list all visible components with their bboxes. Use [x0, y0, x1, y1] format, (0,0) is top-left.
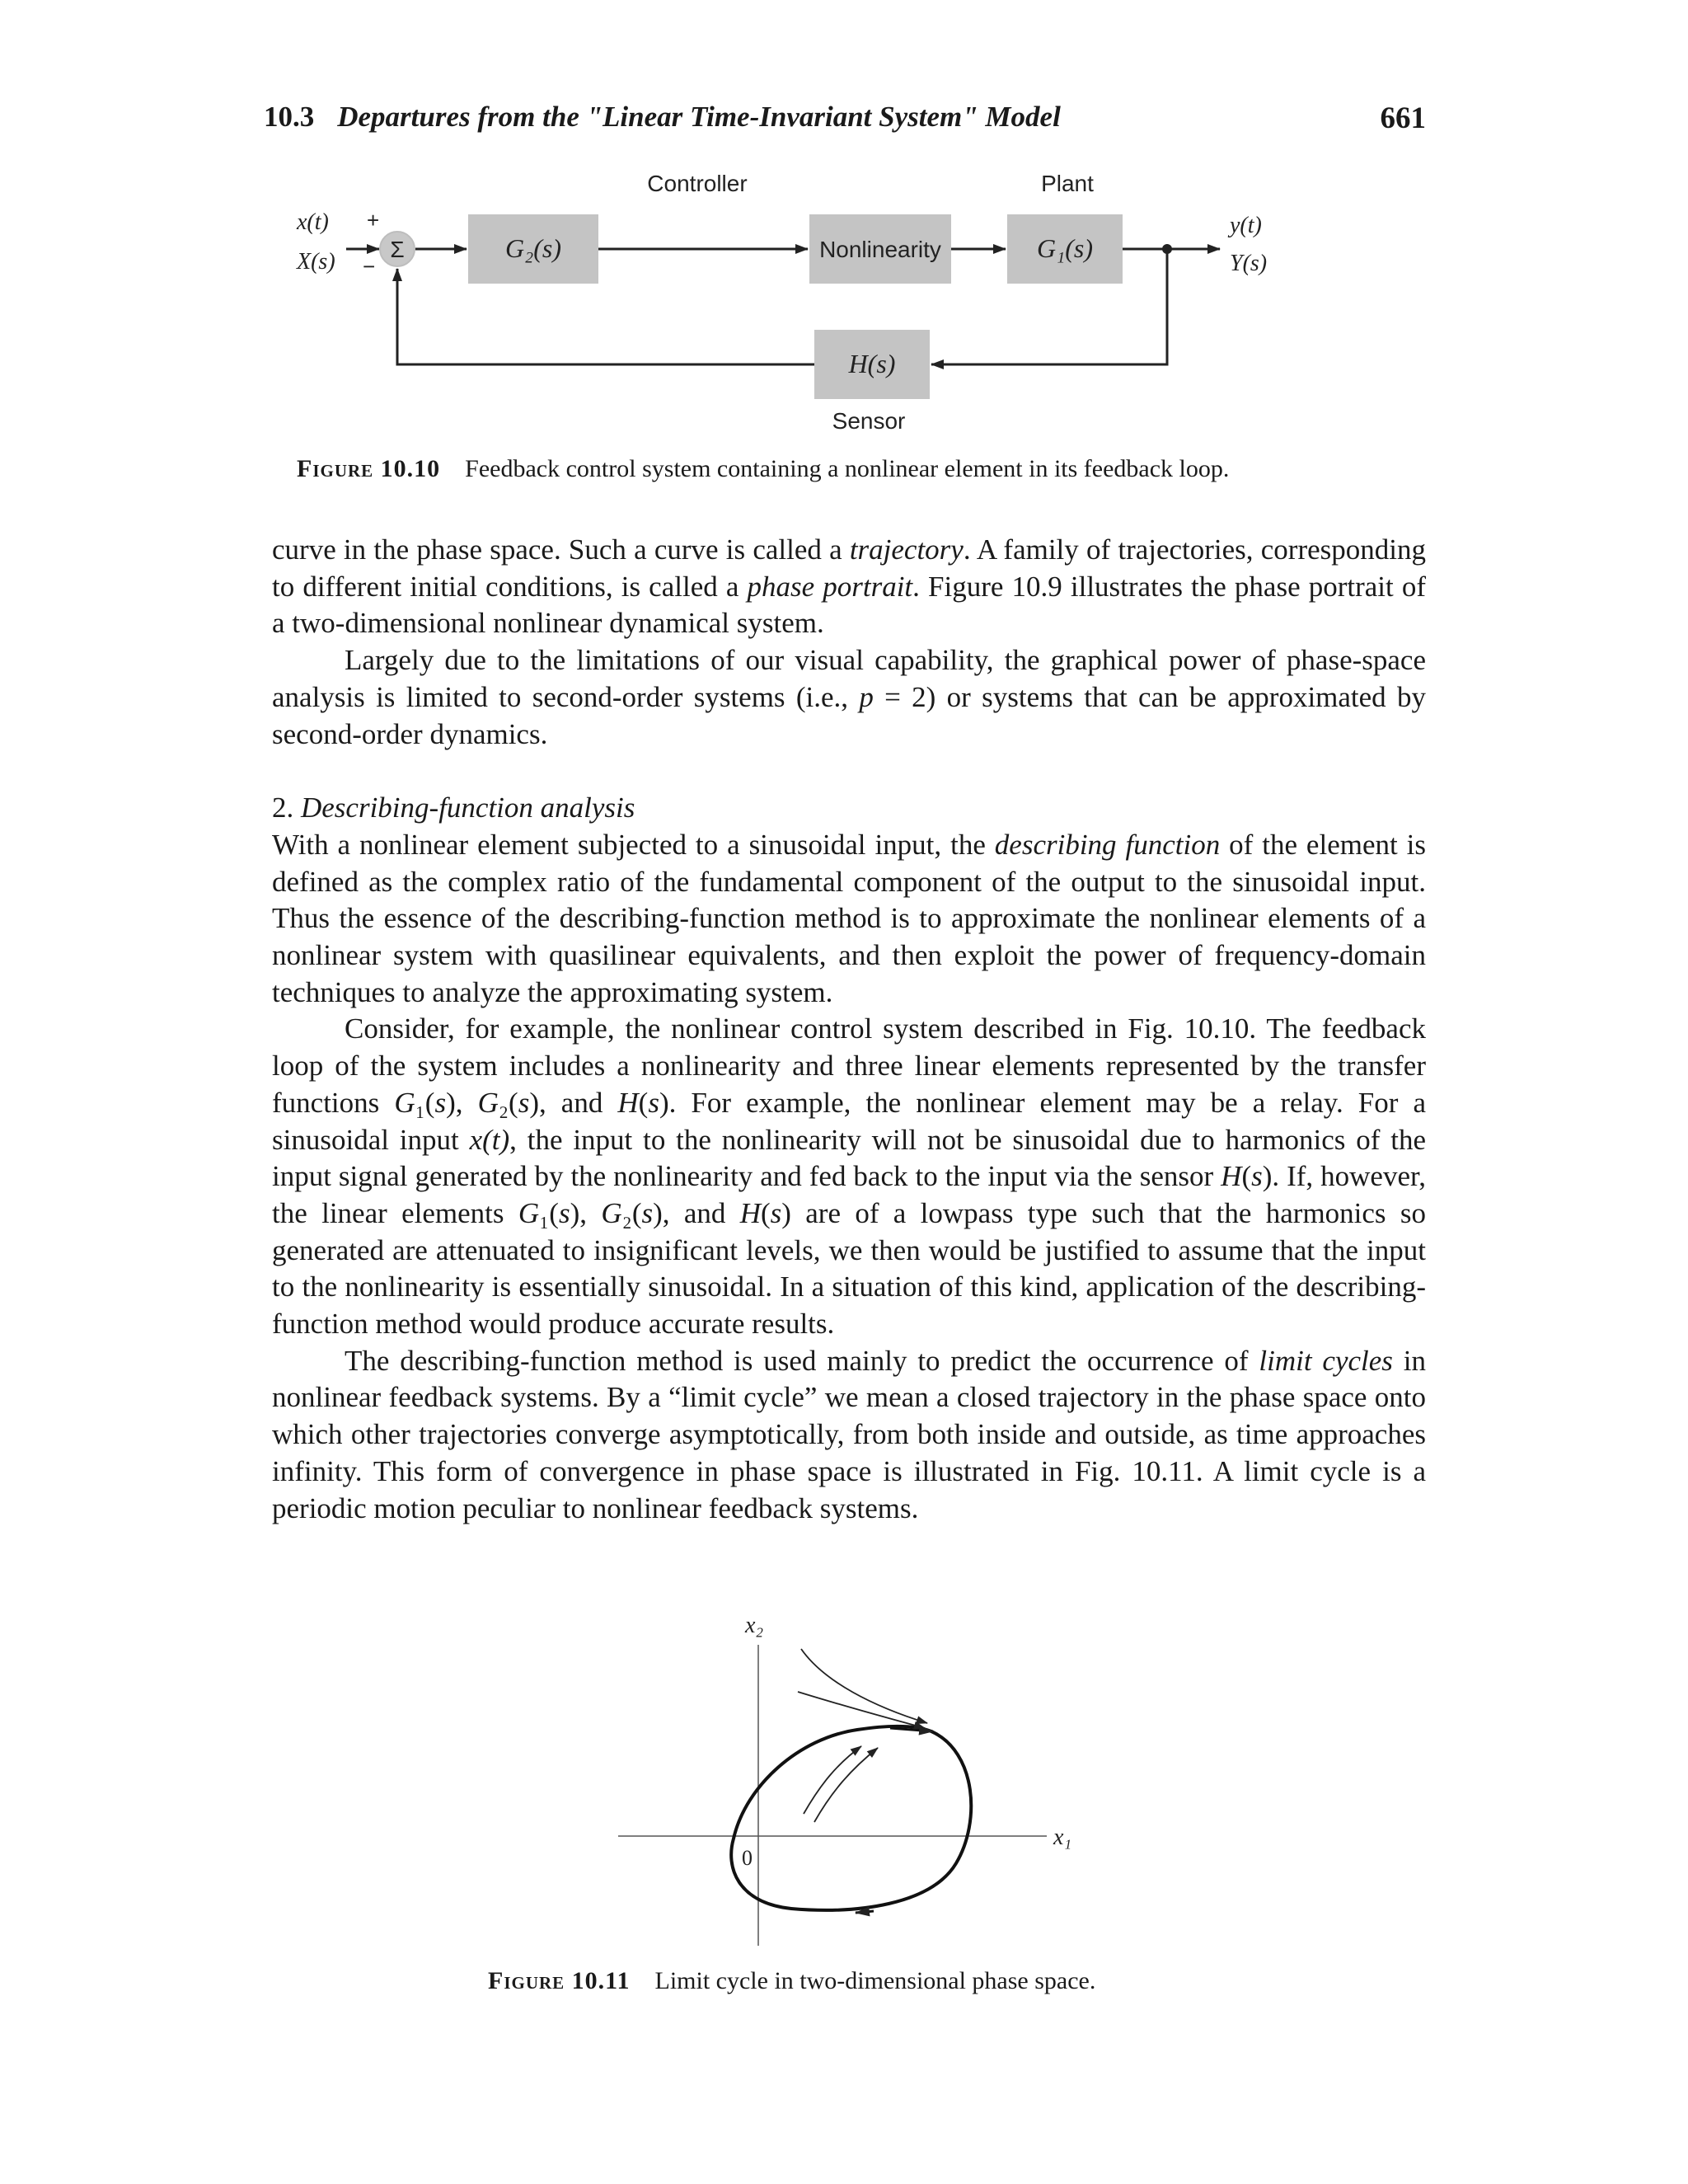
output-time-label: y(t): [1230, 213, 1262, 238]
italic-run: phase portrait: [747, 570, 913, 603]
italic-run: G: [601, 1196, 622, 1229]
italic-run: H: [1221, 1160, 1242, 1193]
italic-run: s: [770, 1196, 782, 1229]
figure-10-10-caption-text: Feedback control system containing a nonlinear element in its feedback loop.: [465, 455, 1230, 482]
text-run: ), and: [529, 1086, 618, 1119]
header-left: [264, 101, 1061, 134]
paragraph-example-system: [272, 1011, 1426, 1342]
text-run: ₂(: [621, 1196, 642, 1229]
italic-run: s: [641, 1196, 654, 1229]
italic-run: trajectory: [849, 533, 964, 566]
italic-run: p: [859, 680, 874, 713]
heading-number: 2.: [272, 791, 301, 824]
paragraph-phase-space-limits: [272, 642, 1426, 753]
italic-run: G: [477, 1086, 499, 1119]
section-heading: [272, 790, 1426, 827]
output-freq-label: Y(s): [1230, 251, 1268, 276]
body-text: [272, 532, 1426, 1527]
running-header: [264, 101, 1426, 142]
text-run: of the element is defined as the complex ratio of the fundamental component of the output to the sinusoidal input. Thus the essence of the describing-function method is to approximate the nonlinear elements of a nonlinear system with quasilinear equivalents, and then exploit the power of frequency-domain techniques to analyze the approximating system.: [272, 828, 1426, 1008]
plant-label: Plant: [1041, 171, 1094, 196]
text-run: (: [761, 1196, 771, 1229]
cycle-arrow-bottom: [856, 1911, 874, 1913]
text-run: ) are of a lowpass type such that the harmonics so generated are attenuated to insignificant levels, we then would be justified to assume that the input to the nonlinearity is essentially sinusoidal. In a situation of this kind, application of the describing-function method would produce accurate results.: [272, 1196, 1426, 1341]
italic-run: s: [518, 1086, 530, 1119]
x2-axis-label: x₂: [745, 1613, 764, 1638]
italic-run: limit cycles: [1259, 1344, 1393, 1377]
sensor-label: Sensor: [832, 408, 906, 434]
italic-run: s: [648, 1086, 659, 1119]
italic-run: H: [617, 1086, 639, 1119]
text-run: curve in the phase space. Such a curve is called a: [272, 533, 850, 566]
figure-10-10-block-diagram: [264, 165, 1426, 445]
trajectory-inside-1: [804, 1746, 861, 1814]
figure-10-11-caption-label: Figure 10.11: [488, 1967, 631, 1994]
text-run: Consider, for example, the nonlinear control system described in Fig. 10.10. The feedback loop of the system includes a nonlinearity and three linear elements represented by the transfer functions: [272, 1012, 1426, 1119]
figure-10-10-caption-label: Figure 10.10: [297, 455, 441, 482]
text-run: = 2) or systems that can be approximated by second-order dynamics.: [272, 680, 1426, 750]
section-number: 10.3: [264, 101, 315, 133]
input-freq-label: X(s): [297, 249, 335, 275]
text-run: ). For example, the nonlinear element may be a relay. For a sinusoidal input: [272, 1086, 1427, 1156]
italic-run: s: [434, 1086, 447, 1119]
text-run: ), and: [653, 1196, 740, 1229]
italic-run: G: [518, 1196, 540, 1229]
text-run: ),: [570, 1196, 602, 1229]
text-run: The describing-function method is used mainly to predict the occurrence of: [345, 1344, 1259, 1377]
g1-block-label: G₁(s): [1037, 233, 1093, 263]
text-run: , the input to the nonlinearity will not be sinusoidal due to harmonics of the input signal generated by the nonlinearity and fed back to the input via the sensor: [272, 1123, 1426, 1193]
text-run: in nonlinear feedback systems. By a “limit cycle” we mean a closed trajectory in the phase space onto which other trajectories converge asymptotically, from both inside and outside, as time approaches infinity. This form of convergence in phase space is illustrated in Fig. 10.11. A limit cycle is a periodic motion peculiar to nonlinear feedback systems.: [272, 1344, 1426, 1524]
nonlinearity-block-label: Nonlinearity: [819, 237, 941, 262]
text-run: ₂(: [498, 1086, 518, 1119]
text-run: . Figure 10.9 illustrates the phase portrait of a two-dimensional nonlinear dynamical system.: [272, 570, 1426, 640]
paragraph-describing-function: [272, 827, 1426, 1012]
feedback-left-line: [397, 269, 814, 364]
page-number: 661: [1380, 101, 1426, 135]
italic-run: s: [1251, 1160, 1263, 1193]
figure-10-11-limit-cycle: [610, 1599, 1071, 1954]
text-run: With a nonlinear element subjected to a sinusoidal input, the: [272, 828, 995, 861]
g2-block-label: G₂(s): [505, 233, 561, 263]
italic-run: describing function: [994, 828, 1221, 861]
controller-label: Controller: [647, 171, 748, 196]
text-run: ),: [446, 1086, 478, 1119]
text-run: . A family of trajectories, corresponding to different initial conditions, is called a: [272, 533, 1426, 603]
text-run: (: [638, 1086, 649, 1119]
section-title: Departures from the "Linear Time-Invariant System" Model: [337, 101, 1061, 133]
minus-sign: −: [363, 254, 376, 279]
figure-10-11-caption: [488, 1967, 1312, 1995]
italic-run: H: [739, 1196, 761, 1229]
italic-run: G: [394, 1086, 415, 1119]
figure-10-11-caption-text: Limit cycle in two-dimensional phase space.: [654, 1967, 1096, 1994]
text-run: Largely due to the limitations of our visual capability, the graphical power of phase-space analysis is limited to second-order systems (i.e.,: [272, 644, 1426, 713]
text-run: (: [1241, 1160, 1252, 1193]
x1-axis-label: x₁: [1053, 1825, 1071, 1850]
origin-label: 0: [742, 1846, 753, 1870]
summer-symbol: Σ: [390, 237, 405, 262]
paragraph-limit-cycles: [272, 1343, 1426, 1528]
plus-sign: +: [367, 208, 380, 232]
text-run: ₁(: [415, 1086, 435, 1119]
italic-run: s: [558, 1196, 570, 1229]
heading-text: Describing-function analysis: [301, 791, 635, 824]
h-block-label: H(s): [848, 349, 896, 378]
figure-10-10-caption: [297, 455, 1451, 483]
text-run: ₁(: [539, 1196, 559, 1229]
italic-run: x(t): [469, 1123, 510, 1156]
input-time-label: x(t): [297, 209, 329, 235]
paragraph-trajectory: [272, 532, 1426, 642]
text-run: ). If, however, the linear elements: [272, 1160, 1426, 1229]
